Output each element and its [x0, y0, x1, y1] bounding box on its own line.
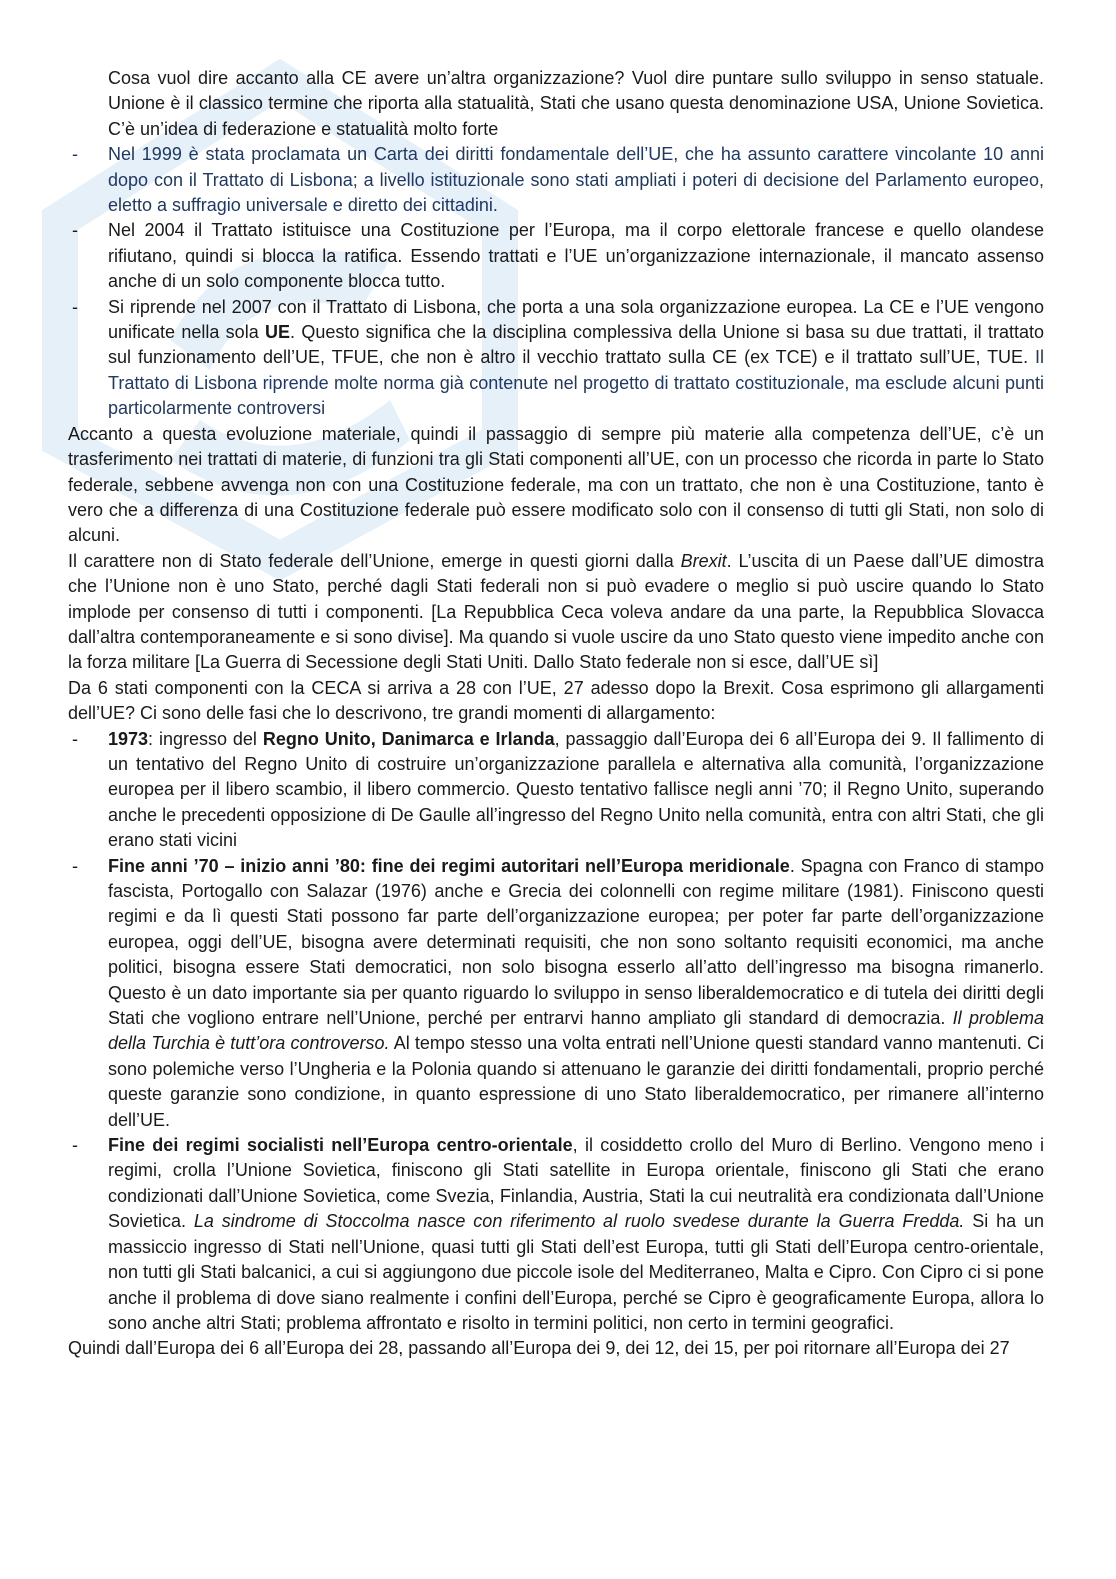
- bullet-dash: -: [72, 1135, 78, 1156]
- bold-countries: Regno Unito, Danimarca e Irlanda: [262, 728, 555, 749]
- paragraph-text: . L’uscita di un Paese dall’UE dimostra che l’Unione non è uno Stato, perché dagli Stati federali non si può evadere o meglio si può uscire quando lo Stato implode per consenso di tutti i componenti. [La Repubblica Ceca voleva andare da una parte, la Repubblica Slovacca dall’altra contemporaneamente e si sono divise]. Ma quando si vuole uscire da uno Stato questo viene impedito anche con la forza militare [La Guerra di Secessione degli Stati Uniti. Dallo Stato federale non si esce, dall’UE sì]: [68, 550, 1044, 673]
- list-item-text: Nel 1999 è stata proclamata un Carta dei diritti fondamentale dell’UE, che ha assunto carattere vincolante 10 anni dopo con il Trattato di Lisbona; a livello istituzionale sono stati ampliati i poteri di decisione del Parlamento europeo, eletto a suffragio universale e diretto dei cittadini.: [108, 144, 1044, 216]
- list-item-text: , il cosiddetto crollo del Muro di Berlino. Vengono meno i regimi, crolla l’Unione Sovietica, finiscono gli Stati satellite in Europa orientale, finiscono gli Stati che erano condizionati dall’Unione Sovietica, come Svezia, Finlandia, Austria, Stati la cui neutralità era condizionata dall’Unione Sovietica.: [108, 1135, 1044, 1232]
- list-item-text: : ingresso del: [148, 728, 263, 749]
- italic-note-stockholm: La sindrome di Stoccolma nasce con riferimento al ruolo svedese durante la Guerra Fredda.: [193, 1211, 965, 1232]
- italic-term-brexit: Brexit: [680, 550, 727, 571]
- paragraph-conclusion: Quindi dall’Europa dei 6 all’Europa dei 28, passando all’Europa dei 9, dei 12, dei 15, per poi ritornare all’Europa dei 27: [68, 1338, 1010, 1359]
- bold-term-ue: UE: [265, 322, 291, 343]
- list-item-2007-lisbon: [68, 295, 1044, 422]
- bullet-dash: -: [72, 728, 78, 749]
- list-item-southern-europe: [68, 854, 1044, 1133]
- italic-note-turkey: Il problema della Turchia è tutt’ora controverso.: [108, 1008, 1044, 1054]
- list-item-2004-constitution: [68, 218, 1044, 294]
- list-item-text: . Spagna con Franco di stampo fascista, Portogallo con Salazar (1976) anche e Grecia dei colonnelli con regime militare (1981). Finiscono questi regimi e da lì questi Stati possono far parte dell’organizzazione europea; per poter far parte dell’organizzazione europea, oggi dell’UE, bisogna avere determinati requisiti, che non sono soltanto requisiti economici, ma anche politici, bisogna essere Stati democratici, non solo bisogna esserlo all’atto dell’ingresso ma bisogna rimanerlo. Questo è un dato importante sia per quanto riguardo lo sviluppo in senso liberaldemocratico e di tutela dei diritti degli Stati che vogliono entrare nell’Unione, perché per entrarvi hanno ampliato gli standard di democrazia.: [108, 855, 1044, 1029]
- bullet-dash: -: [72, 144, 78, 165]
- paragraph-brexit: [68, 549, 1044, 676]
- bold-heading: Fine dei regimi socialisti nell’Europa centro-orientale: [108, 1135, 573, 1156]
- paragraph-material-evolution: Accanto a questa evoluzione materiale, quindi il passaggio di sempre più materie alla competenza dell’UE, c’è un trasferimento nei trattati di materie, di funzioni tra gli Stati componenti all’UE, con un processo che ricorda in parte lo Stato federale, sebbene avvenga non con una Costituzione federale, ma con un trattato, che non è una Costituzione, tanto è vero che a differenza di una Costituzione federale può essere modificato solo con il consenso di tutti gli Stati, non solo di alcuni.: [68, 423, 1044, 546]
- list-item-text-highlight: Il Trattato di Lisbona riprende molte norma già contenute nel progetto di trattato costituzionale, ma esclude alcuni punti particolarmente controversi: [108, 347, 1044, 419]
- paragraph-enlargements: Da 6 stati componenti con la CECA si arriva a 28 con l’UE, 27 adesso dopo la Brexit. Cosa esprimono gli allargamenti dell’UE? Ci sono delle fasi che lo descrivono, tre grandi momenti di allargamento:: [68, 677, 1044, 724]
- list-item-text: Si riprende nel 2007 con il Trattato di Lisbona, che porta a una sola organizzazione europea. La CE e l’UE vengono unificate nella sola: [108, 296, 1044, 343]
- list-item-1973: [68, 727, 1044, 854]
- list-item-text: . Questo significa che la disciplina complessiva della Unione si basa su due trattati, il trattato sul funzionamento dell’UE, TFUE, che non è altro il vecchio trattato sulla CE (ex TCE) e il trattato sull’UE, TUE.: [108, 322, 1044, 368]
- bullet-dash: -: [72, 220, 78, 241]
- list-item-central-eastern-europe: [68, 1133, 1044, 1336]
- list-item-1999-charter: [68, 142, 1044, 218]
- list-item-text: Nel 2004 il Trattato istituisce una Costituzione per l’Europa, ma il corpo elettorale francese e quello olandese rifiutano, quindi si blocca la ratifica. Essendo trattati e l’UE un’organizzazione internazionale, il mancato assenso anche di un solo componente blocca tutto.: [108, 220, 1044, 292]
- bullet-dash: -: [72, 855, 78, 876]
- paragraph-intro-union: Cosa vuol dire accanto alla CE avere un’altra organizzazione? Vuol dire puntare sullo sviluppo in senso statuale. Unione è il classico termine che riporta alla statualità, Stati che usano questa denominazione USA, Unione Sovietica. C’è un’idea di federazione e statualità molto forte: [108, 68, 1044, 139]
- bullet-dash: -: [72, 296, 78, 317]
- document-page: [68, 66, 1044, 1362]
- list-item-text: Si ha un massiccio ingresso di Stati nell’Unione, quasi tutti gli Stati dell’est Europa, tutti gli Stati dell’Europa centro-orientale, non tutti gli Stati balcanici, a cui si aggiungono due piccole isole del Mediterraneo, Malta e Cipro. Con Cipro ci si pone anche il problema di dove siano realmente i confini dell’Europa, perché se Cipro è geograficamente Europa, allora lo sono anche altri Stati; problema affrontato e risolto in termini politici, non certo in termini geografici.: [108, 1211, 1044, 1333]
- paragraph-text: Il carattere non di Stato federale dell’Unione, emerge in questi giorni dalla: [68, 550, 681, 571]
- bold-heading: Fine anni ’70 – inizio anni ’80: fine dei regimi autoritari nell’Europa meridionale: [108, 855, 790, 876]
- list-item-text: , passaggio dall’Europa dei 6 all’Europa dei 9. Il fallimento di un tentativo del Regno Unito di costruire un’organizzazione parallela e alternativa alla comunità, l’organizzazione europea per il libero scambio, il libero commercio. Questo tentativo fallisce negli anni ’70; il Regno Unito, superando anche le precedenti opposizione di De Gaulle all’ingresso del Regno Unito nella comunità, entra con altri Stati, che gli erano stati vicini: [108, 728, 1045, 851]
- bold-year: 1973: [108, 728, 149, 749]
- list-item-text: Al tempo stesso una volta entrati nell’Unione questi standard vanno mantenuti. Ci sono polemiche verso l’Ungheria e la Polonia quando si attenuano le garanzie dei diritti fondamentali, proprio perché queste garanzie sono condizione, in quanto espressione di uno Stato liberaldemocratico, per rimanere all’interno dell’UE.: [108, 1033, 1044, 1130]
